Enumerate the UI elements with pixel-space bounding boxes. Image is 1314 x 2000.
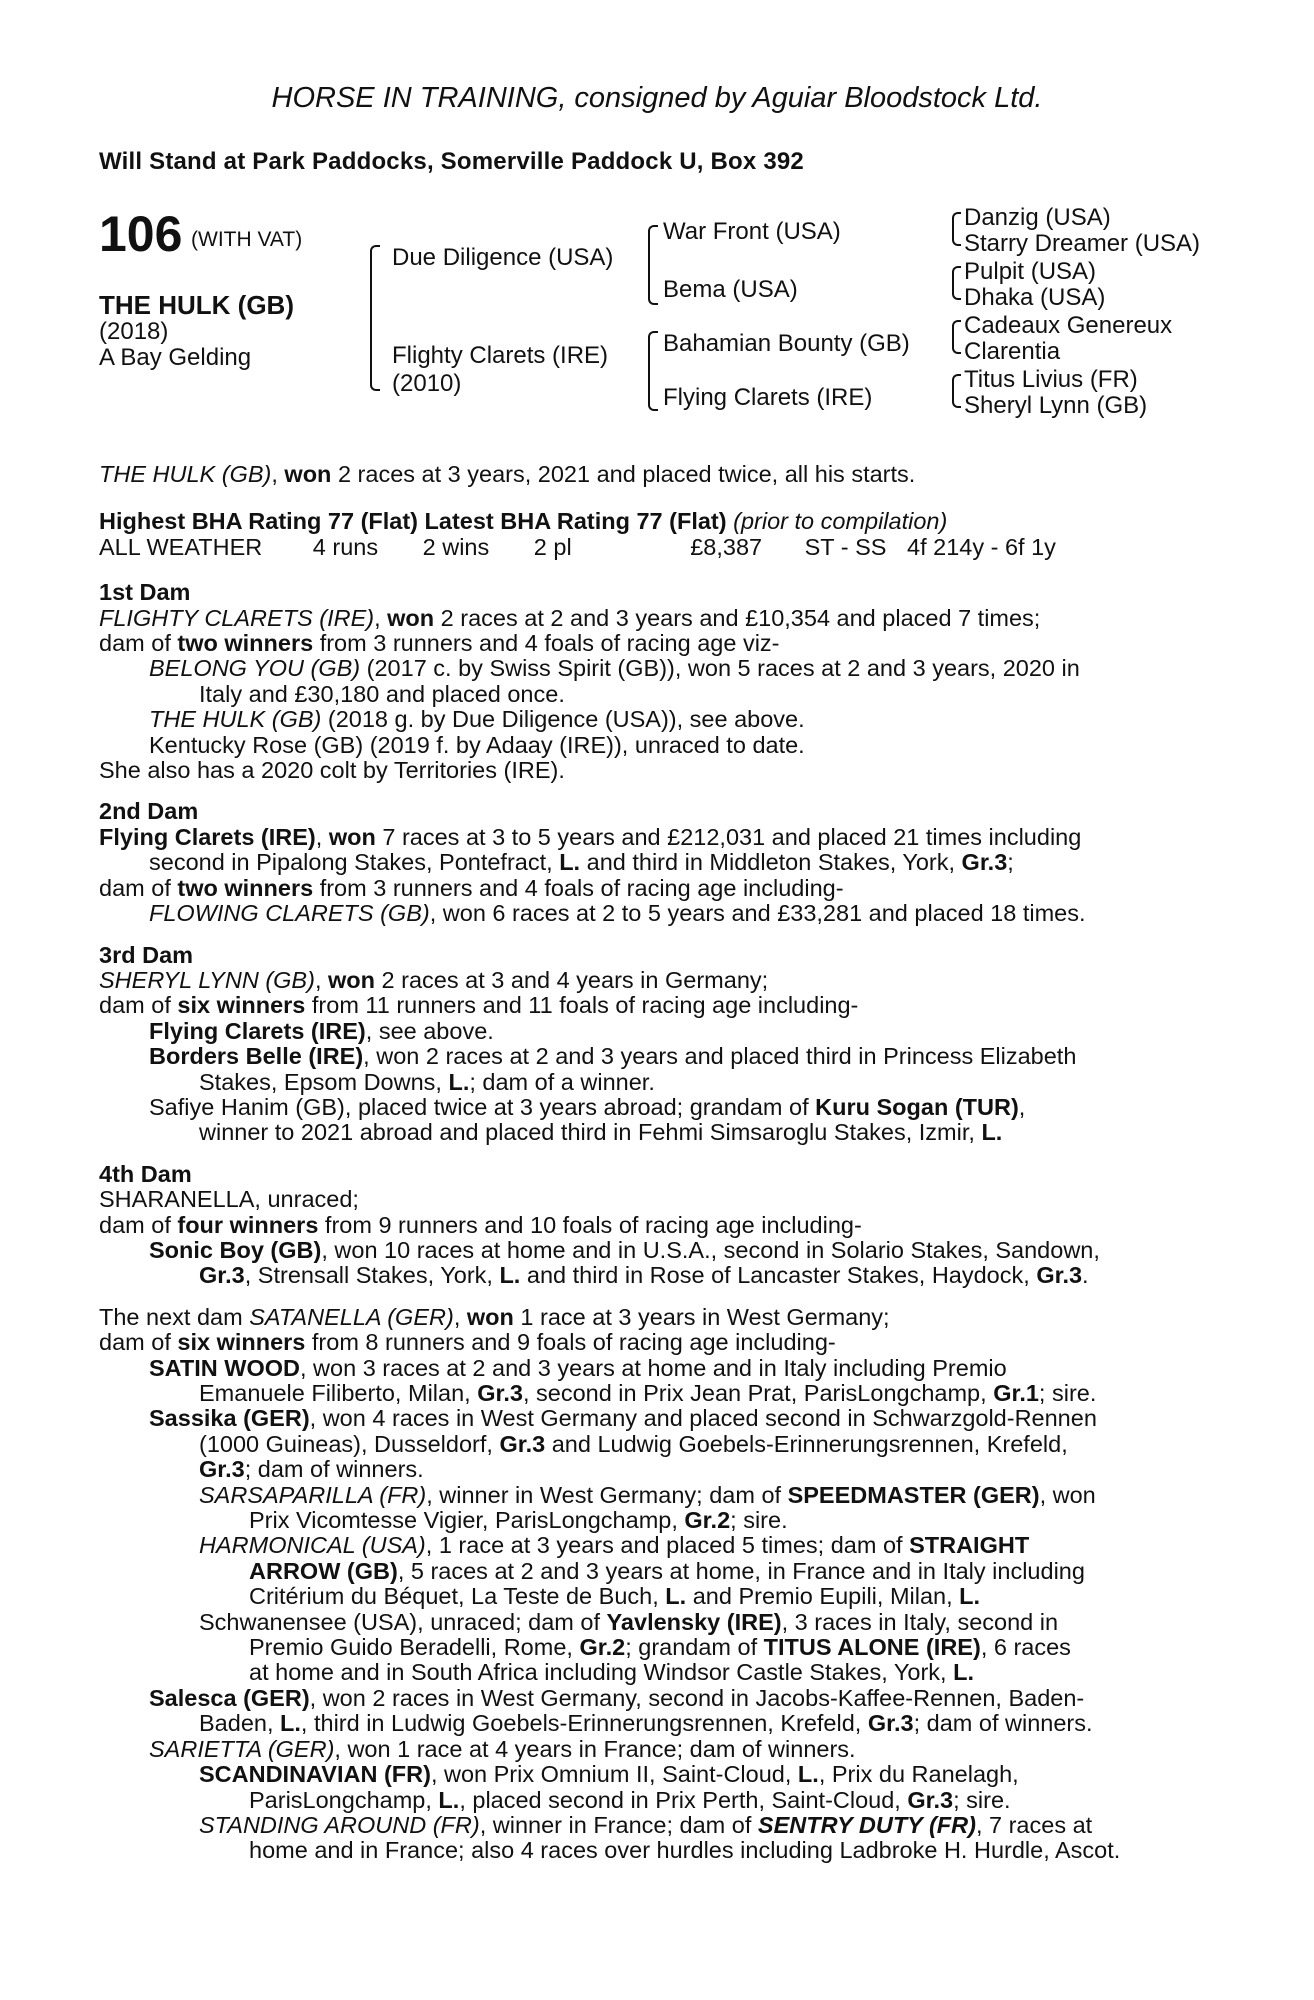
second-dam-section <box>99 799 1209 926</box>
text-line: She also has a 2020 colt by Territories (IRE). <box>99 757 565 784</box>
text-line: dam of two winners from 3 runners and 4 foals of racing age including- <box>99 874 844 901</box>
horse-year: (2018) <box>99 318 169 345</box>
text-line: SCANDINAVIAN (FR), won Prix Omnium II, Saint-Cloud, L., Prix du Ranelagh, <box>199 1761 1019 1788</box>
pedigree-brace-sd <box>952 266 961 300</box>
pedigree-sdd: Dhaka (USA) <box>964 284 1106 311</box>
pedigree-dam-dam: Flying Clarets (IRE) <box>663 384 873 411</box>
pedigree-sss: Danzig (USA) <box>964 204 1111 231</box>
rating-heading: Highest BHA Rating 77 (Flat) Latest BHA Rating 77 (Flat) <box>99 508 727 535</box>
page-title: HORSE IN TRAINING, consigned by Aguiar Bloodstock Ltd. <box>271 82 1043 114</box>
fourth-dam-section <box>99 1162 1209 1289</box>
text-line: Gr.3; dam of winners. <box>199 1456 424 1483</box>
text-line: ARROW (GB), 5 races at 2 and 3 years at home, in France and in Italy including <box>249 1557 1085 1584</box>
pedigree-brace-dam <box>648 331 658 411</box>
text-line: Prix Vicomtesse Vigier, ParisLongchamp, Gr.2; sire. <box>249 1507 788 1534</box>
pedigree-dds: Titus Livius (FR) <box>964 366 1138 393</box>
race-summary: THE HULK (GB), won 2 races at 3 years, 2021 and placed twice, all his starts. <box>99 461 916 487</box>
text-line: Italy and £30,180 and placed once. <box>199 680 565 707</box>
pedigree-sds: Pulpit (USA) <box>964 258 1097 285</box>
third-dam-heading: 3rd Dam <box>99 941 194 968</box>
pedigree-brace-main <box>370 245 380 391</box>
pedigree-sire-dam: Bema (USA) <box>663 276 798 303</box>
fourth-dam-heading: 4th Dam <box>99 1160 192 1187</box>
rating-stats: ALL WEATHER 4 runs 2 wins 2 pl £8,387 ST - SS 4f 214y - 6f 1y <box>99 533 1056 560</box>
vat-label: (WITH VAT) <box>191 228 303 251</box>
text-line: FLOWING CLARETS (GB), won 6 races at 2 to 5 years and £33,281 and placed 18 times. <box>149 900 1086 927</box>
text-line: Salesca (GER), won 2 races in West Germany, second in Jacobs-Kaffee-Rennen, Baden- <box>149 1684 1085 1711</box>
text-line: Flying Clarets (IRE), see above. <box>149 1017 494 1044</box>
text-line: Safiye Hanim (GB), placed twice at 3 years abroad; grandam of Kuru Sogan (TUR), <box>149 1093 1026 1120</box>
text-line: dam of six winners from 11 runners and 11 foals of racing age including- <box>99 992 859 1019</box>
pedigree-dam-year: (2010) <box>392 370 462 397</box>
stand-location: Will Stand at Park Paddocks, Somerville Paddock U, Box 392 <box>99 148 804 175</box>
text-line: ParisLongchamp, L., placed second in Prix Perth, Saint-Cloud, Gr.3; sire. <box>249 1786 1011 1813</box>
text-line: Sassika (GER), won 4 races in West Germany and placed second in Schwarzgold-Rennen <box>149 1405 1097 1432</box>
text-line: at home and in South Africa including Windsor Castle Stakes, York, L. <box>249 1659 974 1686</box>
text-line: Baden, L., third in Ludwig Goebels-Erinnerungsrennen, Krefeld, Gr.3; dam of winners. <box>199 1710 1093 1737</box>
text-line: THE HULK (GB) (2018 g. by Due Diligence (USA)), see above. <box>149 706 805 733</box>
text-line: SATIN WOOD, won 3 races at 2 and 3 years at home and in Italy including Premio <box>149 1354 1007 1381</box>
pedigree-brace-sire <box>648 225 658 305</box>
first-dam-heading: 1st Dam <box>99 579 191 606</box>
text-line: Stakes, Epsom Downs, L.; dam of a winner. <box>199 1068 655 1095</box>
pedigree-ssd: Starry Dreamer (USA) <box>964 230 1201 257</box>
next-dam-section <box>99 1305 1209 1864</box>
text-line: Schwanensee (USA), unraced; dam of Yavlensky (IRE), 3 races in Italy, second in <box>199 1608 1059 1635</box>
pedigree-sire-sire: War Front (USA) <box>663 218 841 245</box>
text-line: (1000 Guineas), Dusseldorf, Gr.3 and Ludwig Goebels-Erinnerungsrennen, Krefeld, <box>199 1430 1068 1457</box>
pedigree-dam-sire: Bahamian Bounty (GB) <box>663 330 910 357</box>
text-line: SHERYL LYNN (GB), won 2 races at 3 and 4 years in Germany; <box>99 966 769 993</box>
text-line: BELONG YOU (GB) (2017 c. by Swiss Spirit (GB)), won 5 races at 2 and 3 years, 2020 in <box>149 655 1080 682</box>
text-line: second in Pipalong Stakes, Pontefract, L. and third in Middleton Stakes, York, Gr.3; <box>149 849 1014 876</box>
text-line: Sonic Boy (GB), won 10 races at home and in U.S.A., second in Solario Stakes, Sandown, <box>149 1236 1100 1263</box>
text-line: Critérium du Béquet, La Teste de Buch, L. and Premio Eupili, Milan, L. <box>249 1583 981 1610</box>
text-line: Kentucky Rose (GB) (2019 f. by Adaay (IRE)), unraced to date. <box>149 731 805 758</box>
pedigree-ddd: Sheryl Lynn (GB) <box>964 392 1148 419</box>
text-line: Flying Clarets (IRE), won 7 races at 3 to 5 years and £212,031 and placed 21 times including <box>99 823 1082 850</box>
text-line: winner to 2021 abroad and placed third in Fehmi Simsaroglu Stakes, Izmir, L. <box>199 1119 1003 1146</box>
text-line: home and in France; also 4 races over hurdles including Ladbroke H. Hurdle, Ascot. <box>249 1837 1121 1864</box>
text-line: SARSAPARILLA (FR), winner in West Germany; dam of SPEEDMASTER (GER), won <box>199 1481 1096 1508</box>
rating-note: (prior to compilation) <box>733 508 948 535</box>
catalogue-body <box>99 462 1209 1864</box>
second-dam-heading: 2nd Dam <box>99 798 199 825</box>
pedigree-dsd: Clarentia <box>964 338 1061 365</box>
pedigree-sire: Due Diligence (USA) <box>392 244 614 271</box>
text-line: dam of six winners from 8 runners and 9 foals of racing age including- <box>99 1329 836 1356</box>
horse-name: THE HULK (GB) <box>99 290 294 320</box>
text-line: SHARANELLA, unraced; <box>99 1186 359 1213</box>
text-line: STANDING AROUND (FR), winner in France; dam of SENTRY DUTY (FR), 7 races at <box>199 1811 1093 1838</box>
pedigree-brace-ss <box>952 212 961 246</box>
text-line: HARMONICAL (USA), 1 race at 3 years and placed 5 times; dam of STRAIGHT <box>199 1532 1030 1559</box>
lot-number: 106 <box>99 206 183 262</box>
horse-description: A Bay Gelding <box>99 344 252 371</box>
text-line: dam of four winners from 9 runners and 10 foals of racing age including- <box>99 1211 862 1238</box>
pedigree-brace-ds <box>952 320 961 354</box>
text-line <box>99 509 1209 534</box>
pedigree-dss: Cadeaux Genereux <box>964 312 1173 339</box>
text-line: Premio Guido Beradelli, Rome, Gr.2; grandam of TITUS ALONE (IRE), 6 races <box>249 1634 1071 1661</box>
text-line: Gr.3, Strensall Stakes, York, L. and third in Rose of Lancaster Stakes, Haydock, Gr.3. <box>199 1262 1089 1289</box>
pedigree-dam: Flighty Clarets (IRE) <box>392 342 609 369</box>
text-line: FLIGHTY CLARETS (IRE), won 2 races at 2 and 3 years and £10,354 and placed 7 times; <box>99 604 1041 631</box>
first-dam-section <box>99 580 1209 783</box>
text-line: Borders Belle (IRE), won 2 races at 2 and 3 years and placed third in Princess Elizabeth <box>149 1043 1077 1070</box>
text-line: Emanuele Filiberto, Milan, Gr.3, second in Prix Jean Prat, ParisLongchamp, Gr.1; sire. <box>199 1380 1097 1406</box>
pedigree-brace-dd <box>952 374 961 408</box>
text-line: The next dam SATANELLA (GER), won 1 race at 3 years in West Germany; <box>99 1303 890 1330</box>
third-dam-section <box>99 943 1209 1146</box>
text-line: dam of two winners from 3 runners and 4 foals of racing age viz- <box>99 630 780 657</box>
text-line: SARIETTA (GER), won 1 race at 4 years in France; dam of winners. <box>149 1735 856 1762</box>
rating-block <box>99 509 1209 560</box>
